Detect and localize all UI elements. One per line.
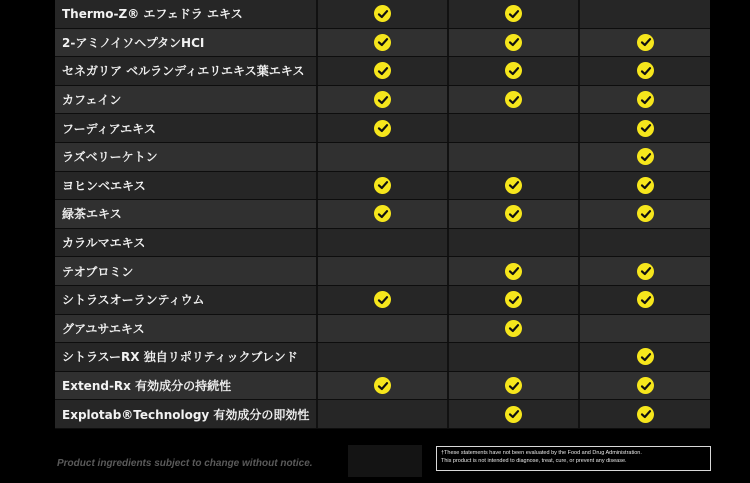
ingredient-name: テオブロミン <box>55 257 318 285</box>
ingredient-name: セネガリア ベルランディエリエキス葉エキス <box>55 57 318 85</box>
checkmark-icon <box>374 5 391 22</box>
product-column-cell <box>318 0 449 28</box>
change-notice: Product ingredients subject to change without notice. <box>57 458 313 469</box>
product-column-cell <box>580 143 711 171</box>
checkmark-icon <box>637 406 654 423</box>
ingredient-name: カラルマエキス <box>55 229 318 257</box>
ingredient-name: Extend-Rx 有効成分の持続性 <box>55 372 318 400</box>
product-column-cell <box>580 315 711 343</box>
ingredient-name: グアユサエキス <box>55 315 318 343</box>
checkmark-icon <box>637 205 654 222</box>
checkmark-icon <box>637 291 654 308</box>
ingredient-name: 2-アミノイソヘプタンHCI <box>55 29 318 57</box>
table-row <box>55 29 710 58</box>
ingredient-name: シトラスオーランティウム <box>55 286 318 314</box>
footer-divider-block <box>348 445 422 477</box>
table-row <box>55 229 710 258</box>
product-column-cell <box>580 400 711 428</box>
checkmark-icon <box>637 377 654 394</box>
product-column-cell <box>318 86 449 114</box>
table-row <box>55 57 710 86</box>
table-row <box>55 86 710 115</box>
product-column-cell <box>318 400 449 428</box>
checkmark-icon <box>374 177 391 194</box>
checkmark-icon <box>505 406 522 423</box>
checkmark-icon <box>637 62 654 79</box>
product-column-cell <box>449 400 580 428</box>
product-column-cell <box>449 200 580 228</box>
product-column-cell <box>580 343 711 371</box>
product-column-cell <box>318 200 449 228</box>
disclaimer-line-1: †These statements have not been evaluated by the Food and Drug Administration. <box>441 450 642 456</box>
checkmark-icon <box>505 34 522 51</box>
table-row <box>55 257 710 286</box>
checkmark-icon <box>374 377 391 394</box>
product-column-cell <box>449 372 580 400</box>
ingredient-name: フーディアエキス <box>55 114 318 142</box>
ingredient-comparison-table <box>55 0 710 429</box>
product-column-cell <box>318 257 449 285</box>
table-row <box>55 315 710 344</box>
checkmark-icon <box>637 263 654 280</box>
checkmark-icon <box>505 5 522 22</box>
disclaimer-line-2: This product is not intended to diagnose, treat, cure, or prevent any disease. <box>441 458 627 464</box>
checkmark-icon <box>637 120 654 137</box>
table-row <box>55 400 710 429</box>
table-row <box>55 200 710 229</box>
product-column-cell <box>318 114 449 142</box>
ingredient-name: 緑茶エキス <box>55 200 318 228</box>
product-column-cell <box>449 286 580 314</box>
table-row <box>55 286 710 315</box>
product-column-cell <box>449 343 580 371</box>
product-column-cell <box>580 0 711 28</box>
product-column-cell <box>449 0 580 28</box>
product-column-cell <box>449 57 580 85</box>
product-column-cell <box>318 57 449 85</box>
product-column-cell <box>580 57 711 85</box>
product-column-cell <box>449 172 580 200</box>
checkmark-icon <box>374 62 391 79</box>
ingredient-name: シトラスーRX 独自リポリティックブレンド <box>55 343 318 371</box>
table-row <box>55 172 710 201</box>
checkmark-icon <box>505 291 522 308</box>
checkmark-icon <box>374 205 391 222</box>
product-column-cell <box>449 315 580 343</box>
product-column-cell <box>580 172 711 200</box>
checkmark-icon <box>374 34 391 51</box>
table-row <box>55 114 710 143</box>
checkmark-icon <box>374 120 391 137</box>
product-column-cell <box>580 372 711 400</box>
product-column-cell <box>318 286 449 314</box>
table-row <box>55 143 710 172</box>
product-column-cell <box>449 86 580 114</box>
checkmark-icon <box>505 263 522 280</box>
product-column-cell <box>580 200 711 228</box>
table-row <box>55 372 710 401</box>
checkmark-icon <box>505 205 522 222</box>
ingredient-name: ヨヒンベエキス <box>55 172 318 200</box>
checkmark-icon <box>505 91 522 108</box>
checkmark-icon <box>505 62 522 79</box>
checkmark-icon <box>505 377 522 394</box>
product-column-cell <box>580 114 711 142</box>
checkmark-icon <box>374 291 391 308</box>
product-column-cell <box>318 229 449 257</box>
ingredient-name: カフェイン <box>55 86 318 114</box>
table-row <box>55 0 710 29</box>
checkmark-icon <box>637 348 654 365</box>
product-column-cell <box>580 286 711 314</box>
fda-disclaimer-box <box>436 446 711 471</box>
ingredient-name: Thermo-Z® エフェドラ エキス <box>55 0 318 28</box>
product-column-cell <box>449 114 580 142</box>
checkmark-icon <box>637 148 654 165</box>
product-column-cell <box>449 229 580 257</box>
product-column-cell <box>580 229 711 257</box>
table-row <box>55 343 710 372</box>
product-column-cell <box>449 257 580 285</box>
checkmark-icon <box>505 320 522 337</box>
ingredient-name: Explotab®Technology 有効成分の即効性 <box>55 400 318 428</box>
checkmark-icon <box>637 34 654 51</box>
product-column-cell <box>318 172 449 200</box>
product-column-cell <box>318 372 449 400</box>
product-column-cell <box>580 86 711 114</box>
checkmark-icon <box>374 91 391 108</box>
product-column-cell <box>318 343 449 371</box>
product-column-cell <box>449 29 580 57</box>
checkmark-icon <box>505 177 522 194</box>
product-column-cell <box>449 143 580 171</box>
product-column-cell <box>580 257 711 285</box>
product-column-cell <box>318 143 449 171</box>
ingredient-name: ラズベリーケトン <box>55 143 318 171</box>
product-column-cell <box>318 315 449 343</box>
product-column-cell <box>318 29 449 57</box>
product-column-cell <box>580 29 711 57</box>
checkmark-icon <box>637 91 654 108</box>
checkmark-icon <box>637 177 654 194</box>
